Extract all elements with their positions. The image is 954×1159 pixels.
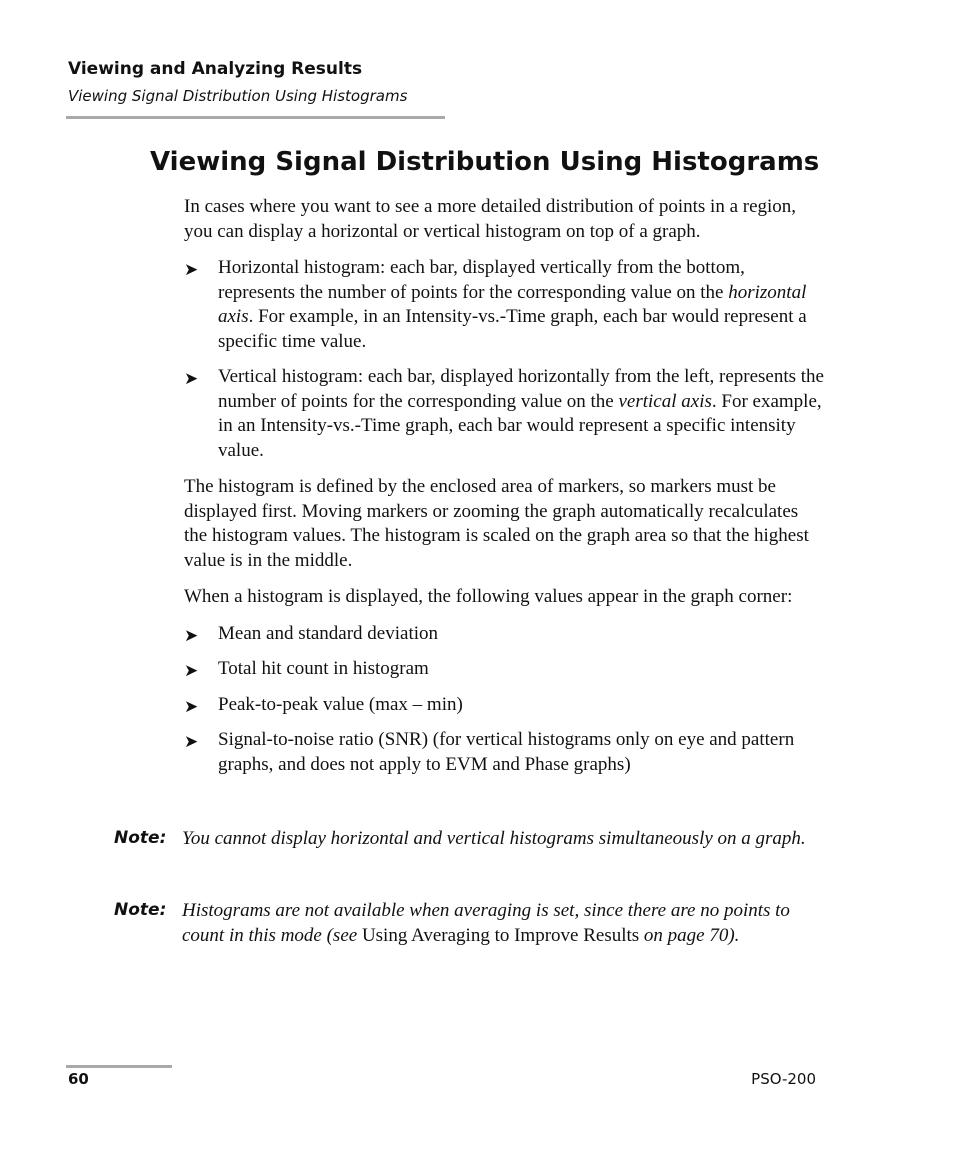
note-averaging	[114, 898, 824, 948]
bullet-arrow-icon: ➤	[184, 732, 199, 751]
list-item: ➤ Total hit count in histogram	[184, 657, 824, 682]
list-item: ➤ Vertical histogram: each bar, displayed horizontally from the left, represents the number of points for the corresponding value on the vertical axis. For example, in an Intensity-vs.-Time graph, each bar would represent a specific intensity value.	[184, 366, 824, 461]
bullet-arrow-icon: ➤	[184, 260, 199, 279]
section-title: Viewing Signal Distribution Using Histograms	[68, 87, 408, 105]
page-title: Viewing Signal Distribution Using Histograms	[150, 147, 820, 177]
page-number: 60	[68, 1070, 89, 1088]
running-header	[68, 58, 407, 106]
list-item: ➤ Signal-to-noise ratio (SNR) (for vertical histograms only on eye and pattern graphs, and does not apply to EVM and Phase graphs)	[184, 729, 795, 775]
note-label: Note:	[114, 828, 167, 848]
header-rule	[66, 116, 445, 119]
product-name: PSO-200	[751, 1070, 816, 1088]
body-text	[184, 195, 824, 789]
bullet-arrow-icon: ➤	[184, 625, 199, 645]
list-item: ➤ Peak-to-peak value (max – min)	[184, 693, 824, 718]
note-label: Note:	[114, 900, 167, 920]
emphasis-text: horizontal axis	[218, 281, 807, 327]
list-item: ➤ Horizontal histogram: each bar, displayed vertically from the bottom, represents the number of points for the corresponding value on the horizontal axis. For example, in an Intensity-vs.-Time graph, each bar would represent a specific time value.	[184, 257, 807, 352]
intro-paragraph: In cases where you want to see a more detailed distribution of points in a region, you can display a horizontal or vertical histogram on top of a graph.	[184, 196, 797, 242]
bullet-arrow-icon: ➤	[184, 369, 199, 388]
cross-reference-link[interactable]: Using Averaging to Improve Results	[361, 925, 640, 946]
values-list	[184, 622, 824, 778]
note-text: You cannot display horizontal and vertical histograms simultaneously on a graph.	[182, 828, 806, 849]
note-simultaneous	[114, 826, 824, 851]
histogram-type-list	[184, 256, 824, 463]
bullet-arrow-icon: ➤	[184, 696, 199, 716]
emphasis-text: vertical axis	[618, 390, 712, 412]
values-paragraph: When a histogram is displayed, the following values appear in the graph corner:	[184, 586, 793, 607]
note-text: Histograms are not available when averaging is set, since there are no points to count in this mode (see Using Averaging to Improve Results on page 70).	[182, 900, 790, 946]
footer-rule	[66, 1065, 172, 1068]
definition-paragraph: The histogram is defined by the enclosed area of markers, so markers must be displayed first. Moving markers or zooming the graph automatically recalculates the histogram values. The histogram is scaled on the graph area so that the highest value is in the middle.	[184, 476, 809, 571]
chapter-title: Viewing and Analyzing Results	[68, 59, 363, 79]
list-item: ➤ Mean and standard deviation	[184, 622, 824, 647]
bullet-arrow-icon: ➤	[184, 661, 199, 680]
